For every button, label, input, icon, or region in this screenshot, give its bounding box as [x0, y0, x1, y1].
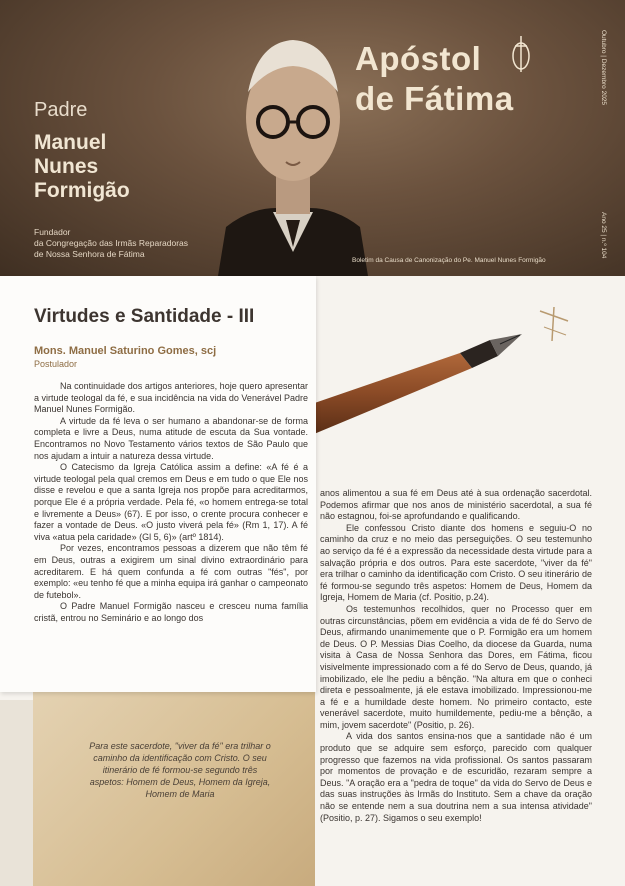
- founder-line-2: de Nossa Senhora de Fátima: [34, 249, 145, 259]
- bulletin-subtitle: Boletim da Causa de Canonização do Pe. Manuel Nunes Formigão: [352, 257, 546, 264]
- article-title: Virtudes e Santidade - III: [34, 306, 255, 327]
- article-author: Mons. Manuel Saturino Gomes, scj: [34, 345, 217, 357]
- paragraph: Na continuidade dos artigos anteriores, hoje quero apresentar a virtude teologal da fé, e sua incidência na vida do Venerável Padre Manuel Nunes Formigão.: [34, 381, 308, 415]
- logo-icon: [510, 34, 532, 74]
- paragraph: O Padre Manuel Formigão nasceu e cresceu numa família cristã, entrou no Seminário e ao longo dos: [34, 601, 308, 623]
- founder-block: [34, 227, 188, 260]
- fountain-pen-image: [300, 298, 625, 448]
- masthead-line-2: de Fátima: [355, 80, 514, 117]
- founder-label: Fundador: [34, 227, 71, 237]
- cover-header: [0, 0, 625, 276]
- founder-line-1: da Congregação das Irmãs Reparadoras: [34, 238, 189, 248]
- pull-quote: Para este sacerdote, "viver da fé" era trilhar o caminho da identificação com Cristo. O seu itinerário de fé formou-se segundo três aspetos: Homem de Deus, Homem da Igreja, Homem de Maria: [89, 741, 271, 799]
- name-middle: Nunes: [34, 155, 99, 178]
- paragraph: A vida dos santos ensina-nos que a santidade não é um produto que se adquire sem esforço, parecido com qualquer progresso que fazemos na vida profissional. Os santos passaram por momentos de provação e de escuridão, rezaram sempre a Deus. "A oração era a "pedra de toque" da vida do Servo de Deus e das suas instruções às Irmãs do Instituto. Sem a chave da oração não se entende nem a sua doutrina nem a sua intensa atividade" (Positio, p. 27). Sigamos o seu exemplo!: [320, 731, 592, 823]
- issue-number: Ano 25 | n.º 104: [600, 212, 607, 259]
- cross-doodle-icon: [536, 305, 572, 343]
- page-edge: [0, 700, 33, 886]
- issue-date: Outubro | Dezembro 2025: [600, 30, 607, 106]
- masthead-line-1: Apóstol: [355, 40, 482, 77]
- name-first: Manuel: [34, 131, 107, 154]
- paragraph: Os testemunhos recolhidos, quer no Processo quer em outras circunstâncias, põem em evidência a vida de fé do Servo de Deus, afirmando unanimemente que o P. Formigão era um homem de Deus. O P. Messias Dias Coelho, da diocese da Guarda, numa visita à Casa de Nossa Senhora das Dores, em Fátima, ficou visivelmente impressionado com a fé do Servo de Deus, quando, já imobilizado, ele lhe pediu a bênção. "Na altura em que o conheci direta e pessoalmente, já ele estava imobilizado. Impressionou-me a fé e a humildade deste homem. No primeiro contacto, este venerável sacerdote, muito humildemente, pediu-me a bênção, a mim, jovem sacerdote" (Positio, p. 26).: [320, 603, 592, 730]
- paragraph: anos alimentou a sua fé em Deus até à sua ordenação sacerdotal. Podemos afirmar que nos anos de ministério sacerdotal, a sua fé não estagnou, foi-se aprofundando e qualificando.: [320, 488, 592, 522]
- author-role: Postulador: [34, 359, 78, 369]
- paragraph: Por vezes, encontramos pessoas a dizerem que não têm fé em Deus, outras a exigirem um sinal divino extraordinário para acreditarem. E há quem confunda a fé com outras "fés", por exemplo: «eu tenho fé que a minha equipa irá ganhar o campeonato de futebol».: [34, 543, 308, 600]
- paragraph: Ele confessou Cristo diante dos homens e seguiu-O no caminho da cruz e no meio das perseguições. O seu testemunho ao serviço da fé é a expressão da necessidade desta virtude para a salvação própria e dos outros. Para este sacerdote, "viver da fé" era trilhar o caminho da identificação com Cristo. O seu itinerário de fé formou-se segundo três aspetos: Homem de Deus, Homem da Igreja, Homem de Maria (cf. Positio, p.24).: [320, 522, 592, 603]
- paragraph: A virtude da fé leva o ser humano a abandonar-se de forma completa e livre a Deus, numa atitude de escuta da Sua vontade. Encontramos no Novo Testamento vários textos de São Paulo que nos ajudam a intuir a natureza dessa virtude.: [34, 415, 308, 461]
- paragraph: O Catecismo da Igreja Católica assim a define: «A fé é a virtude teologal pela qual cremos em Deus e em tudo o que Ele nos disse e revelou e que a santa Igreja nos propõe para acreditarmos, porque Ele é a própria verdade. Pela fé, «o homem entrega-se total e livremente a Deus» (67). E por isso, o crente procura conhecer e fazer a vontade de Deus. «O justo viverá pela fé» (Rm 1, 17). A fé viva «atua pela caridade» (Gl 5, 6)» (artº 1814).: [34, 462, 308, 542]
- article-column-2: [320, 488, 592, 824]
- padre-label: Padre: [34, 99, 88, 121]
- portrait-photo: [218, 22, 368, 276]
- article-column-1: [34, 381, 308, 624]
- name-last: Formigão: [34, 179, 130, 202]
